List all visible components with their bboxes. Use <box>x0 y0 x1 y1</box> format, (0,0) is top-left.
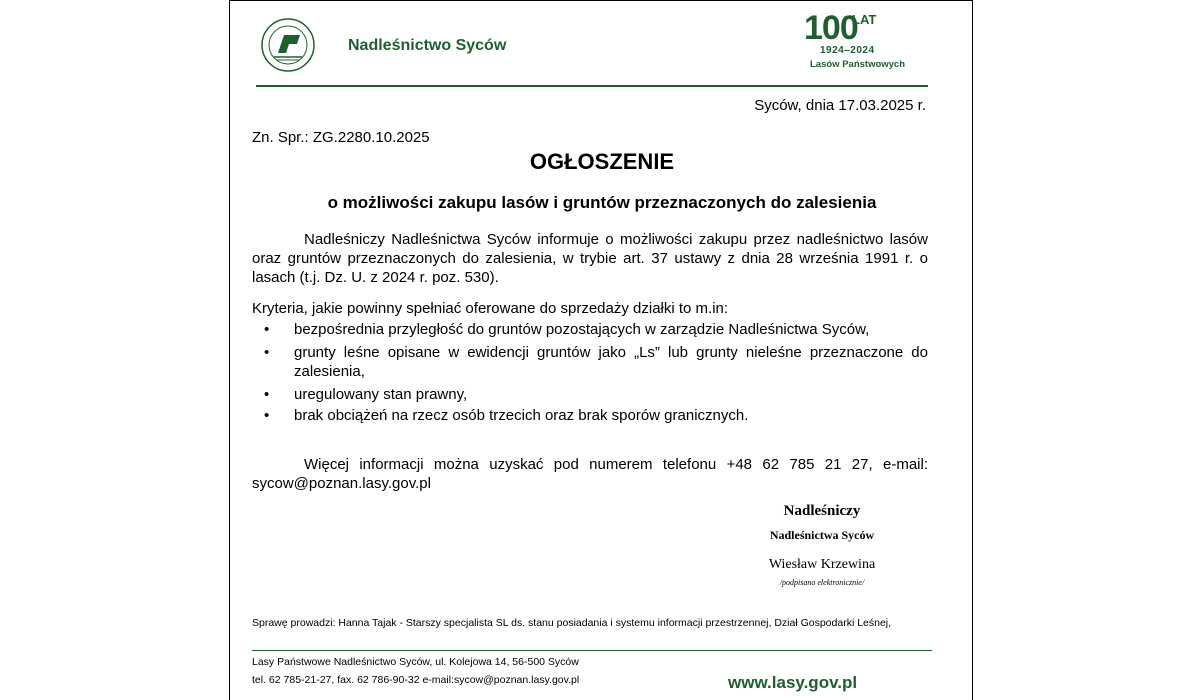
intro-paragraph: Nadleśniczy Nadleśnictwa Syców informuje o możliwości zakupu przez nadleśnictwo lasów oraz gruntów przeznaczonych do zalesienia, w trybie art. 37 ustawy z dnia 28 września 1991 r. o lasach (t.j. Dz. U. z 2024 r. poz. 530). <box>252 231 928 286</box>
signature-role: Nadleśniczy <box>783 503 861 519</box>
signature-unit: Nadleśnictwa Syców <box>769 528 875 542</box>
bullet-icon: • <box>264 407 270 424</box>
signature-note: /podpisano elektronicznie/ <box>779 578 865 587</box>
anniversary-number: 100 <box>804 9 858 47</box>
bullet-icon: • <box>264 321 270 338</box>
footer-address: Lasy Państwowe Nadleśnictwo Syców, ul. Kolejowa 14, 56-500 Syców <box>252 656 579 668</box>
header-divider <box>256 85 928 87</box>
contact-paragraph: Więcej informacji można uzyskać pod numerem telefonu +48 62 785 21 27, e-mail: sycow@poznan.lasy.gov.pl <box>252 456 928 492</box>
criteria-list <box>252 320 928 429</box>
footer-phone: tel. 62 785-21-27, fax. 62 786-90-32 e-mail:sycow@poznan.lasy.gov.pl <box>252 674 580 686</box>
reference-number: Zn. Spr.: ZG.2280.10.2025 <box>252 129 430 146</box>
list-item: • brak obciążeń na rzecz osób trzecich oraz brak sporów granicznych. <box>264 407 749 424</box>
document-page <box>229 0 973 700</box>
document-subtitle: o możliwości zakupu lasów i gruntów przeznaczonych do zalesienia <box>327 193 877 212</box>
list-item: • grunty leśne opisane w ewidencji gruntów jako „Ls” lub grunty nieleśne przeznaczone do zalesienia, <box>264 344 928 380</box>
org-name: Nadleśnictwo Syców <box>348 37 507 54</box>
signature-name: Wiesław Krzewina <box>768 557 876 572</box>
anniversary-subtitle: Lasów Państwowych <box>810 59 906 70</box>
document-title: OGŁOSZENIE <box>529 149 675 174</box>
criteria-heading: Kryteria, jakie powinny spełniać oferowane do sprzedaży działki to m.in: <box>252 300 729 317</box>
anniversary-years: 1924–2024 <box>820 45 875 56</box>
bullet-icon: • <box>264 386 270 403</box>
bullet-icon: • <box>264 344 270 361</box>
list-item: • bezpośrednia przyległość do gruntów pozostających w zarządzie Nadleśnictwa Syców, <box>264 321 870 338</box>
lasy-panstwowe-logo-icon <box>260 17 316 73</box>
website-link[interactable]: www.lasy.gov.pl <box>728 673 858 692</box>
anniversary-logo <box>800 9 920 69</box>
list-item: • uregulowany stan prawny, <box>264 386 468 403</box>
footer-divider <box>252 650 932 651</box>
anniversary-lat: LAT <box>852 12 877 27</box>
handled-by: Sprawę prowadzi: Hanna Tajak - Starszy specjalista SL ds. stanu posiadania i systemu informacji przestrzennej, Dział Gospodarki Leśnej, <box>252 617 892 629</box>
letter-date: Syców, dnia 17.03.2025 r. <box>754 97 926 114</box>
